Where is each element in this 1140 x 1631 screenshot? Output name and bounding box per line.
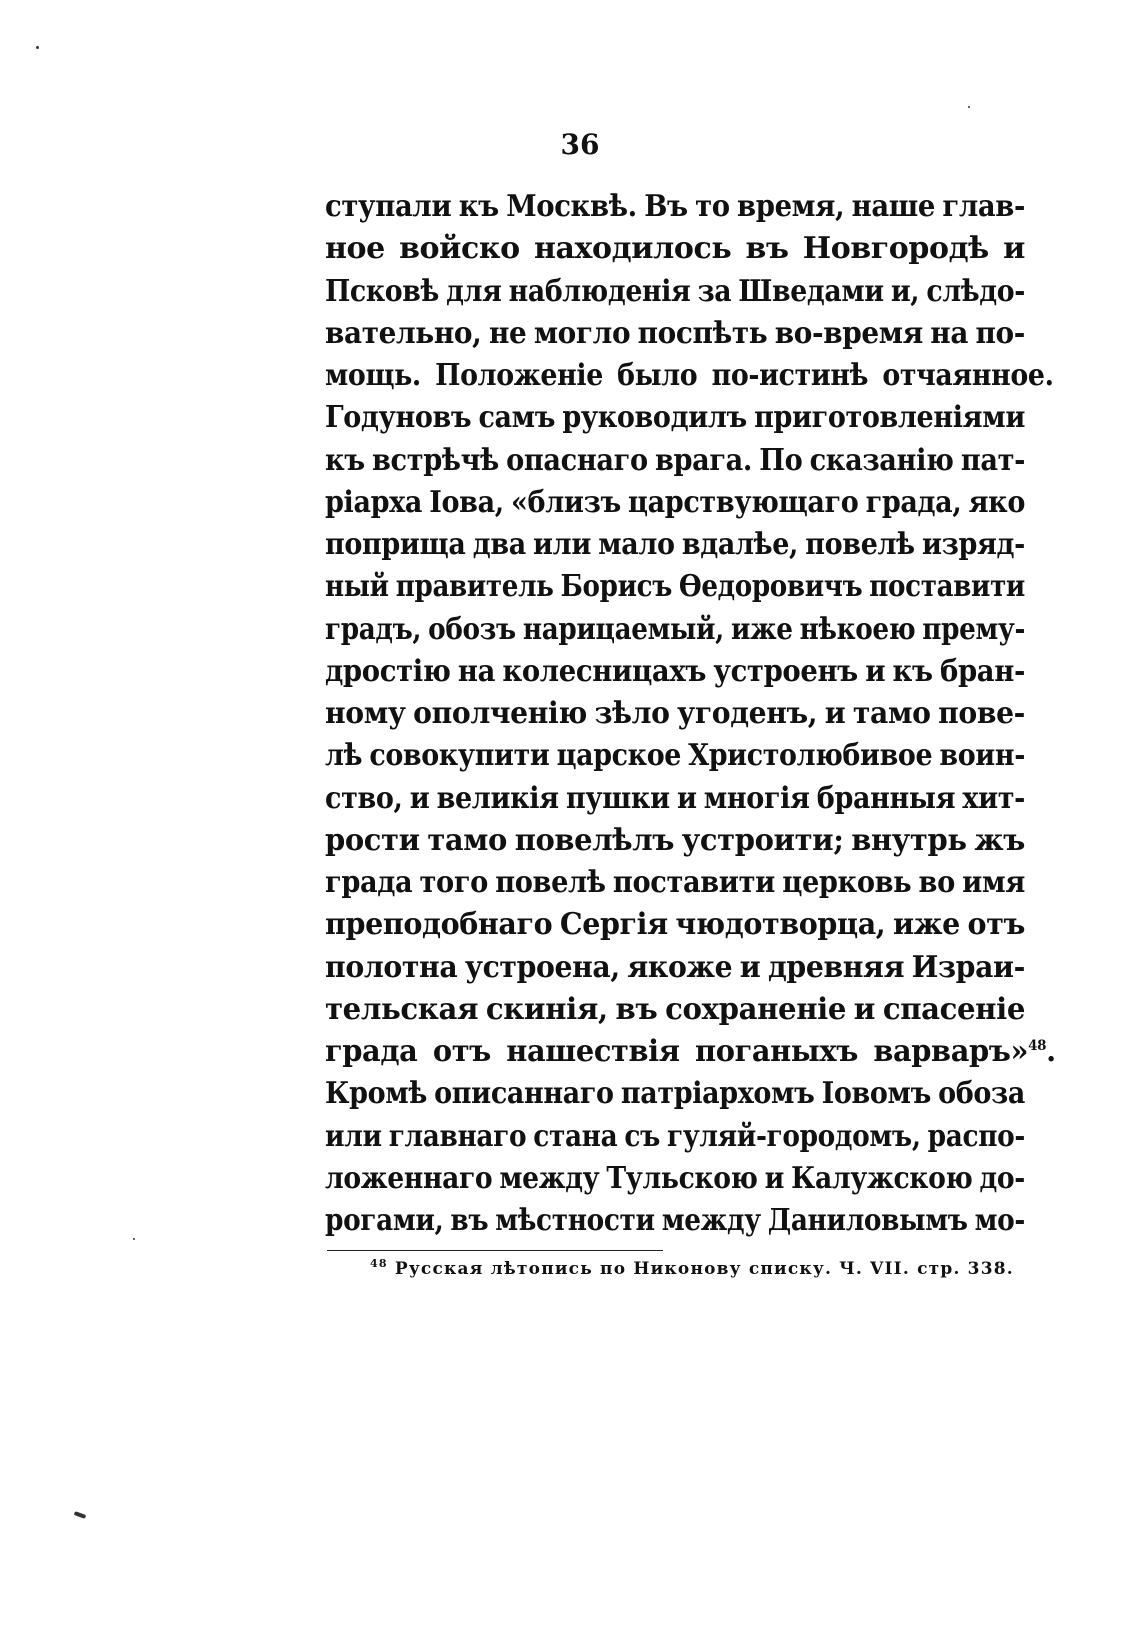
text-line (325, 1073, 1025, 1115)
word: войско (399, 231, 520, 267)
word: на (930, 315, 969, 351)
word: могло (533, 315, 631, 351)
word: и (824, 696, 846, 731)
text-line (325, 355, 1054, 397)
text-line (325, 820, 1025, 862)
word: рости (325, 822, 420, 858)
word: повелѣ (495, 865, 606, 900)
word: нарицаемый, (522, 611, 724, 647)
word: ный (325, 569, 389, 605)
word: между (661, 1203, 761, 1238)
word: Псковѣ (325, 273, 439, 309)
word: было (617, 358, 698, 393)
word: тамо (427, 822, 507, 858)
word: хит- (962, 780, 1025, 816)
word: Іова, (429, 484, 504, 520)
word: пат- (960, 442, 1025, 478)
word: и (1003, 231, 1025, 267)
word: пушки (565, 780, 670, 816)
word: Калужскою (791, 1160, 973, 1196)
word: по- (975, 315, 1025, 351)
text-line (325, 651, 1025, 693)
scan-speck (36, 46, 39, 49)
word: совокупити (369, 738, 550, 774)
word: спасеніе (882, 991, 1025, 1027)
word: описаннаго (434, 1076, 614, 1112)
word: ложеннаго (325, 1160, 493, 1196)
word: бран- (940, 653, 1025, 689)
word: для (446, 273, 502, 309)
text-line (325, 313, 1025, 355)
word: Новгородѣ (802, 231, 989, 267)
word: и (853, 991, 876, 1027)
word: въ (450, 1203, 489, 1238)
word: Шведами (738, 273, 884, 309)
word: угоденъ, (677, 696, 818, 731)
word: нѣкоею (799, 611, 916, 647)
text-line (325, 228, 1025, 270)
word: глав- (942, 189, 1025, 224)
word: полотна (325, 949, 458, 985)
word: поприща (325, 527, 466, 562)
word: повелѣлъ (514, 822, 675, 858)
text-line (325, 186, 1025, 228)
word: тельская (325, 991, 479, 1027)
word: отчаянное. (882, 358, 1054, 393)
word: мощь. (325, 358, 421, 393)
text-line (325, 778, 1025, 820)
word: къ (325, 442, 365, 478)
word: сказанію (809, 442, 954, 478)
word: воин- (939, 738, 1025, 774)
word: ополченію (413, 696, 587, 731)
word: якоже (627, 949, 733, 985)
word: варваръ»48. (873, 1034, 1056, 1069)
word: по-истинѣ (711, 358, 869, 393)
word: во-время (774, 315, 923, 351)
word: «близъ (511, 484, 621, 520)
word: вательно, (325, 315, 482, 351)
word: самъ (478, 400, 556, 436)
word: и (764, 1160, 785, 1196)
scan-speck (74, 1511, 87, 1519)
word: руководилъ (562, 400, 747, 436)
word: града (325, 1034, 418, 1069)
word: колесницахъ (502, 653, 707, 689)
scan-speck (968, 106, 970, 108)
text-line (325, 1031, 1056, 1073)
word: въ (615, 991, 658, 1027)
word: находилось (533, 231, 732, 267)
word: на (457, 653, 496, 689)
word: Въ (644, 189, 688, 224)
word: Борисъ (560, 569, 672, 605)
word: отъ (432, 1034, 491, 1069)
word: ступали (325, 189, 452, 224)
word: отъ (967, 907, 1025, 943)
word: преподобнаго (325, 907, 553, 943)
word: пове- (938, 696, 1025, 731)
word: съ (624, 1118, 660, 1154)
word: града (325, 865, 413, 900)
word: стана (533, 1118, 618, 1154)
text-line (325, 862, 1025, 904)
word: и (865, 653, 886, 689)
word: мѣстности (495, 1203, 655, 1238)
text-line (325, 397, 1025, 439)
word: наблюденія (508, 273, 691, 309)
word: или (325, 1118, 382, 1154)
footnote-text: Русская лѣтопись по Никонову списку. Ч. VII. стр. 338. (394, 1259, 1014, 1279)
word: слѣдо- (926, 273, 1025, 309)
text-line (325, 989, 1025, 1031)
word: не (488, 315, 527, 351)
text-line (325, 1158, 1025, 1200)
footnote-rule (327, 1250, 663, 1251)
scan-speck (133, 1238, 135, 1240)
word: распо- (927, 1118, 1025, 1154)
word: приготовленіями (754, 400, 1025, 436)
word: врага. (654, 442, 753, 478)
text-line (325, 440, 1025, 482)
word: и, (890, 273, 920, 309)
word: имя (962, 865, 1025, 900)
text-line (325, 1116, 1025, 1158)
word: патріархомъ (620, 1076, 815, 1112)
word: два (472, 527, 526, 562)
word: обозъ (428, 611, 516, 647)
word: зѣло (594, 696, 670, 731)
word: яко (968, 484, 1025, 520)
word: По (759, 442, 803, 478)
word: града, (865, 484, 962, 520)
word: Кромѣ (325, 1076, 427, 1112)
word: чюдотворца, (675, 907, 886, 943)
word: время, (737, 189, 845, 224)
text-line (325, 947, 1025, 989)
word: поставити (869, 569, 1025, 605)
word: Ѳедоровичъ (678, 569, 863, 605)
word: дростію (325, 653, 451, 689)
word: повелѣ (805, 527, 915, 562)
word: до- (979, 1160, 1025, 1196)
word: царствующаго (628, 484, 859, 520)
word: ство, (325, 780, 403, 816)
word: то (695, 189, 730, 224)
text-line (325, 482, 1025, 524)
text-line (325, 609, 1025, 651)
word: мало (598, 527, 675, 562)
word: Тульскою (606, 1160, 758, 1196)
word: Христолюбивое (688, 738, 933, 774)
word: прему- (922, 611, 1025, 647)
word: поставити (612, 865, 775, 900)
word: великія (436, 780, 559, 816)
word: иже (892, 907, 960, 943)
word: и (409, 780, 430, 816)
word: гуляй-городомъ, (667, 1118, 921, 1154)
word: того (419, 865, 488, 900)
word: тамо (852, 696, 931, 731)
word: устроена, (464, 949, 620, 985)
word: поганыхъ (695, 1034, 858, 1069)
word: древняя (767, 949, 905, 985)
word: ное (325, 231, 385, 267)
word: къ (458, 189, 499, 224)
word: между (499, 1160, 600, 1196)
word: иже (730, 611, 793, 647)
word: правитель (395, 569, 554, 605)
word: рогами, (325, 1203, 444, 1238)
word: поспѣть (637, 315, 768, 351)
word: Даниловымъ (767, 1203, 968, 1238)
word: устроити; (681, 822, 844, 858)
word: опаснаго (506, 442, 648, 478)
footnote (370, 1259, 1030, 1279)
text-line (325, 904, 1025, 946)
text-line (325, 735, 1025, 777)
text-line (325, 271, 1025, 313)
body-text (325, 186, 1056, 1242)
word: внутрь (851, 822, 967, 858)
word: встрѣчѣ (372, 442, 499, 478)
page-number: 36 (560, 128, 600, 161)
text-line (325, 566, 1025, 608)
word: въ (745, 231, 789, 267)
word: за (697, 273, 732, 309)
text-line (325, 1200, 1025, 1242)
word: изряд- (921, 527, 1025, 562)
word: главнаго (388, 1118, 527, 1154)
word: и (676, 780, 697, 816)
word: Положеніе (435, 358, 603, 393)
word: наше (851, 189, 936, 224)
word: скинія, (485, 991, 608, 1027)
word: бранныя (816, 780, 956, 816)
word: обоза (938, 1076, 1025, 1112)
word: или (533, 527, 591, 562)
word: церковь (782, 865, 912, 900)
word: и (739, 949, 761, 985)
word: устроенъ (713, 653, 858, 689)
word: Москвѣ. (506, 189, 637, 224)
word: ріарха (325, 484, 423, 520)
word: къ (892, 653, 933, 689)
word: жъ (974, 822, 1025, 858)
word: нашествія (506, 1034, 680, 1069)
word: Сергія (559, 907, 668, 943)
word: вдалѣе, (681, 527, 799, 562)
word: Іовомъ (821, 1076, 931, 1112)
word: Годуновъ (325, 400, 472, 436)
word: многія (703, 780, 810, 816)
text-line (325, 524, 1025, 566)
word: сохраненіе (665, 991, 847, 1027)
word: градъ, (325, 611, 422, 647)
word: лѣ (325, 738, 363, 774)
word: Израи- (911, 949, 1025, 985)
word: мо- (974, 1203, 1025, 1238)
footnote-mark: 48 (370, 1257, 388, 1271)
text-line (325, 693, 1025, 735)
word: ному (325, 696, 406, 731)
word: во (918, 865, 955, 900)
word: царское (556, 738, 682, 774)
